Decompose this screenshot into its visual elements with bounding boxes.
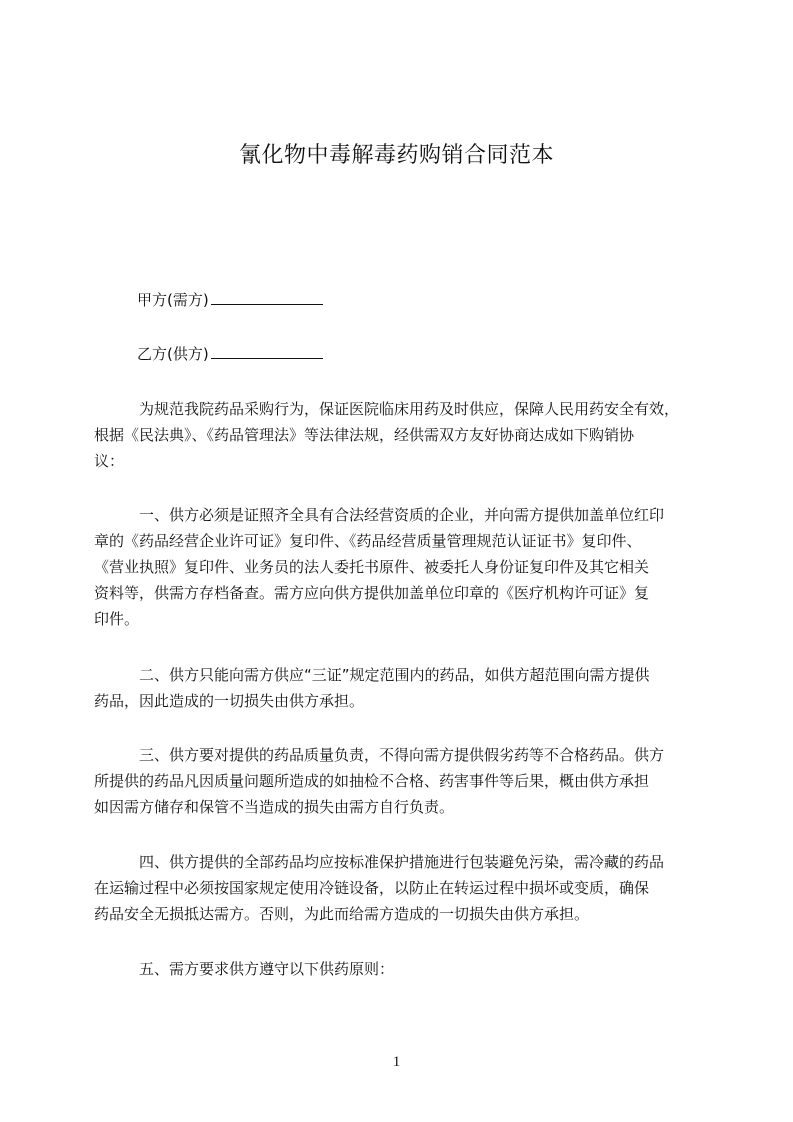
paragraph-line: 药品安全无损抵达需方。否则，为此而给需方造成的一切损失由供方承担。 bbox=[94, 905, 590, 923]
document-title: 氰化物中毒解毒药购销合同范本 bbox=[238, 143, 554, 168]
paragraph-line: 为规范我院药品采购行为，保证医院临床用药及时供应，保障人民用药安全有效， bbox=[139, 400, 680, 418]
paragraph-line: 根据《民法典》、《药品管理法》等法律法规，经供需双方友好协商达成如下购销协 bbox=[94, 426, 635, 444]
paragraph-line: 资料等，供需方存档备查。需方应向供方提供加盖单位印章的《医疗机构许可证》复 bbox=[94, 584, 650, 602]
paragraph-line: 一、供方必须是证照齐全具有合法经营资质的企业，并向需方提供加盖单位红印 bbox=[139, 506, 665, 524]
page-number: 1 bbox=[392, 1054, 401, 1070]
paragraph-line: 印件。 bbox=[94, 610, 140, 628]
paragraph-line: 所提供的药品凡因质量问题所造成的如抽检不合格、药害事件等后果，概由供方承担 bbox=[94, 772, 650, 790]
party-a-blank bbox=[211, 290, 323, 305]
paragraph-line: 如因需方储存和保管不当造成的损失由需方自行负责。 bbox=[94, 798, 455, 816]
paragraph-line: 五、需方要求供方遵守以下供药原则： bbox=[139, 960, 395, 978]
party-b-line bbox=[137, 344, 323, 364]
party-a-line bbox=[137, 290, 323, 310]
paragraph-line: 《营业执照》复印件、业务员的法人委托书原件、被委托人身份证复印件及其它相关 bbox=[94, 558, 650, 576]
paragraph-line: 药品，因此造成的一切损失由供方承担。 bbox=[94, 692, 365, 710]
paragraph-line: 四、供方提供的全部药品均应按标准保护措施进行包装避免污染，需冷藏的药品 bbox=[139, 853, 665, 871]
party-a-label: 甲方(需方) bbox=[137, 291, 209, 309]
party-b-blank bbox=[211, 344, 323, 359]
paragraph-line: 议： bbox=[94, 452, 125, 470]
paragraph-line: 二、供方只能向需方供应“三证”规定范围内的药品，如供方超范围向需方提供 bbox=[139, 666, 650, 684]
paragraph-line: 章的《药品经营企业许可证》复印件、《药品经营质量管理规范认证证书》复印件、 bbox=[94, 532, 642, 550]
party-b-label: 乙方(供方) bbox=[137, 345, 209, 363]
paragraph-line: 三、供方要对提供的药品质量负责，不得向需方提供假劣药等不合格药品。供方 bbox=[139, 746, 665, 764]
paragraph-line: 在运输过程中必须按国家规定使用冷链设备，以防止在转运过程中损坏或变质，确保 bbox=[94, 879, 650, 897]
